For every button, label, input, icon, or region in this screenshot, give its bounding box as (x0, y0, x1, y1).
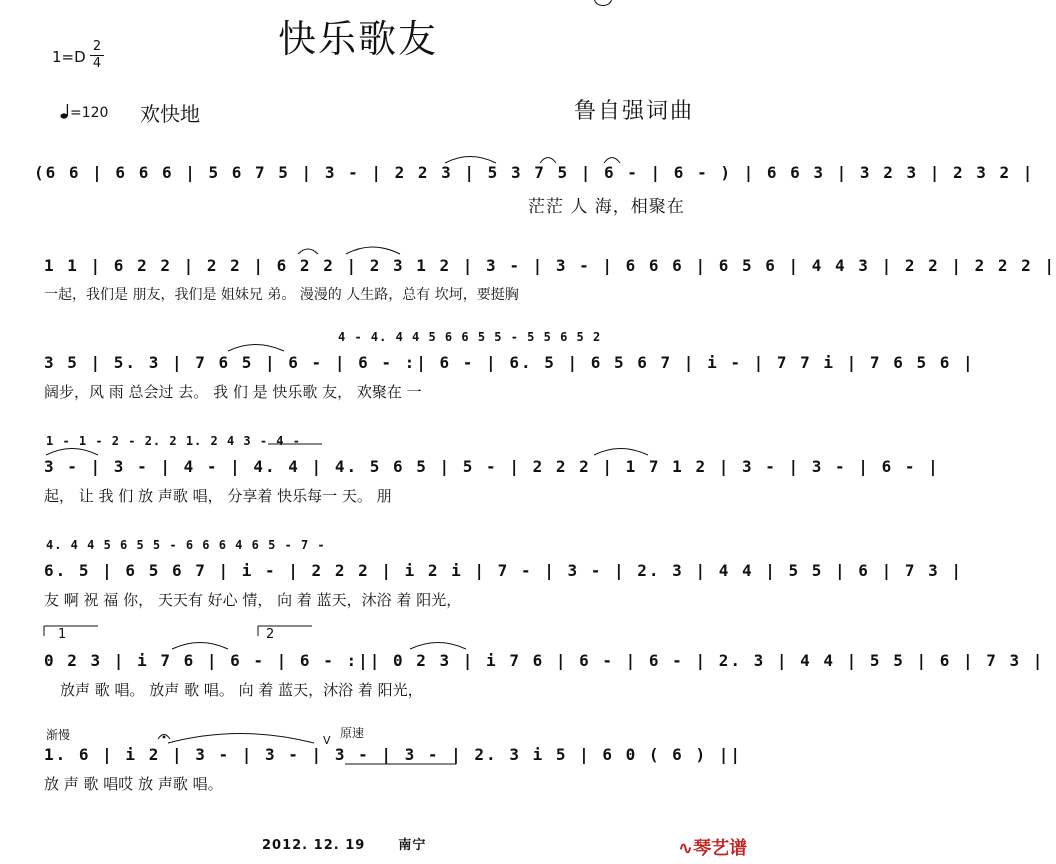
tie-arc (540, 158, 556, 164)
tie-arc (594, 449, 648, 456)
tie-arc (410, 643, 466, 650)
notation-line-6: 0 2 3 | i 7 6 | 6 - | 6 - :|| 0 2 3 | i 7 6 | 6 - | 6 - | 2. 3 | 4 4 | 5 5 | 6 | 7 3 | (44, 651, 1045, 670)
tie-arc (346, 247, 400, 254)
lyrics-line-2: 一起，我们是 朋友，我们是 姐妹兄 弟。 漫漫的 人生路，总有 坎坷，要挺胸 (44, 287, 519, 303)
time-signature-top: 2 (92, 39, 102, 54)
tempo-value: =120 (70, 105, 109, 121)
lyrics-line-5: 友 啊 祝 福 你， 天天有 好心 情， 向 着 蓝天，沐浴 着 阳光， (44, 591, 462, 609)
fermata-dot (163, 736, 166, 739)
notation-line-2: 1 1 | 6 2 2 | 2 2 | 6 2 2 | 2 3 1 2 | 3 - | 3 - | 6 6 6 | 6 5 6 | 4 4 3 | 2 2 | 2 2 2 | (44, 256, 1056, 275)
watermark-logo (678, 834, 747, 860)
tie-arc (298, 249, 318, 254)
notation-line-5: 6. 5 | 6 5 6 7 | i - | 2 2 2 | i 2 i | 7 - | 3 - | 2. 3 | 4 4 | 5 5 | 6 | 7 3 | (44, 561, 963, 580)
lyrics-line-4: 起， 让 我 们 放 声歌 唱， 分享着 快乐每一 天。 朋 (44, 487, 392, 505)
watermark-text: 琴艺谱 (693, 838, 748, 859)
ritardando-mark: 渐慢 (46, 728, 71, 742)
harmony-line-3: 4 - 4. 4 4 5 6 6 5 5 - 5 5 6 5 2 (338, 330, 602, 344)
key-signature: 1=D (52, 48, 86, 66)
harmony-line-4: 1 - 1 - 2 - 2. 2 1. 2 4 3 - 4 - (46, 434, 301, 448)
notation-line-3: 3 5 | 5. 3 | 7 6 5 | 6 - | 6 - :| 6 - | 6. 5 | 6 5 6 7 | i - | 7 7 i | 7 6 5 6 | (44, 353, 975, 372)
footer-date: 2012. 12. 19 (262, 838, 366, 853)
lyrics-line-6: 放声 歌 唱。 放声 歌 唱。 向 着 蓝天，沐浴 着 阳光， (60, 681, 423, 699)
lyrics-line-1: 茫茫 人 海，相聚在 (528, 197, 685, 217)
tie-arc (445, 157, 496, 164)
notation-line-7: 1. 6 | i 2 | 3 - | 3 - | 3 - | 3 - | 2. 3 i 5 | 6 0 ( 6 ) || (44, 745, 742, 764)
harmony-line-5: 4. 4 4 5 6 5 5 - 6 6 6 4 6 5 - 7 - (46, 538, 326, 552)
lyrics-line-3: 阔步，风 雨 总会过 去。 我 们 是 快乐歌 友， 欢聚在 一 (44, 383, 422, 401)
mood-marking: 欢快地 (140, 102, 200, 126)
watermark-icon: ∿ (678, 838, 694, 859)
tie-arc (228, 345, 284, 352)
tie-arc (604, 158, 620, 164)
tie-arc (168, 734, 314, 744)
notation-line-1: (6 6 | 6 6 6 | 5 6 7 5 | 3 - | 2 2 3 | 5 3 7 5 | 6 - | 6 - ) | 6 6 3 | 3 2 3 | 2 3 2 | (34, 163, 1035, 182)
footer-place: 南宁 (398, 838, 427, 853)
breath-mark: V (323, 734, 331, 747)
tie-arc (172, 643, 228, 650)
a-tempo-mark: 原速 (340, 726, 365, 740)
tie-arc (46, 449, 98, 456)
volta-1-label: 1 (58, 627, 67, 642)
date-stamp (262, 834, 426, 853)
volta-bracket (44, 626, 98, 636)
volta-bracket (258, 626, 312, 636)
lyrics-line-7: 放 声 歌 唱哎 放 声歌 唱。 (44, 775, 223, 793)
composer-credit: 鲁自强词曲 (574, 99, 695, 124)
notation-line-4: 3 - | 3 - | 4 - | 4. 4 | 4. 5 6 5 | 5 - | 2 2 2 | 1 7 1 2 | 3 - | 3 - | 6 - | (44, 457, 940, 476)
volta-2-label: 2 (266, 627, 275, 642)
song-title: 快乐歌友 (278, 17, 439, 61)
time-signature-bottom: 4 (92, 56, 102, 71)
